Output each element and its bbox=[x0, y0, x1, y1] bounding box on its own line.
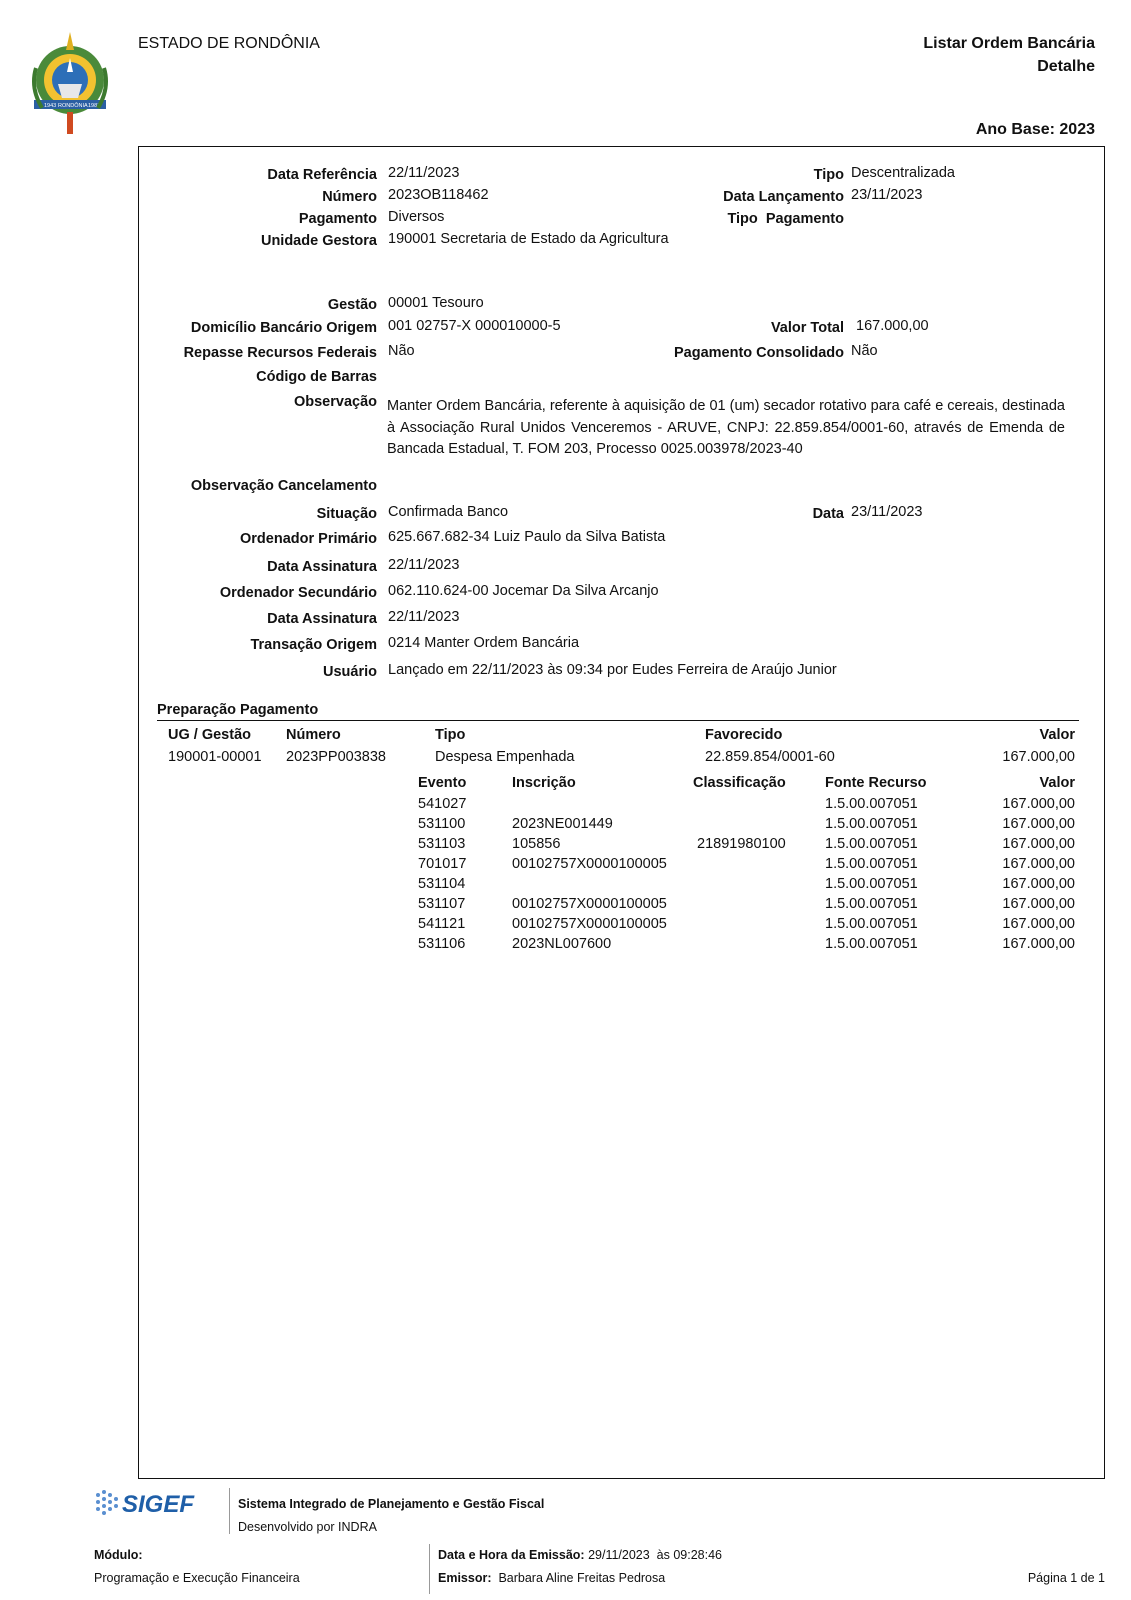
label-observacao: Observação bbox=[293, 394, 377, 410]
event-classificacao: 21891980100 bbox=[697, 836, 786, 852]
label-domicilio: Domicílio Bancário Origem bbox=[190, 320, 377, 336]
event-fonte: 1.5.00.007051 bbox=[825, 836, 918, 852]
label-situacao: Situação bbox=[316, 506, 377, 522]
label-data-assinatura-1: Data Assinatura bbox=[267, 559, 377, 575]
value-pagamento-consolidado: Não bbox=[851, 343, 878, 359]
crest-year-right: 1981 bbox=[88, 103, 101, 109]
value-data-assinatura-1: 22/11/2023 bbox=[388, 557, 460, 573]
label-ordenador-secundario: Ordenador Secundário bbox=[219, 585, 377, 601]
value-numero: 2023OB118462 bbox=[388, 187, 489, 203]
label-unidade-gestora: Unidade Gestora bbox=[260, 233, 377, 249]
value-unidade-gestora: 190001 Secretaria de Estado da Agricultura bbox=[388, 231, 669, 247]
event-evento: 701017 bbox=[418, 856, 467, 872]
label-pagamento-consolidado: Pagamento Consolidado bbox=[674, 345, 844, 361]
year-label: Ano Base: 2023 bbox=[975, 121, 1095, 138]
event-valor: 167.000,00 bbox=[1002, 796, 1075, 812]
value-ordenador-secundario: 062.110.624-00 Jocemar Da Silva Arcanjo bbox=[388, 583, 659, 599]
label-numero: Número bbox=[322, 189, 377, 205]
crest-year-left: 1943 bbox=[44, 103, 57, 109]
event-valor: 167.000,00 bbox=[1002, 856, 1075, 872]
event-evento: 531103 bbox=[418, 836, 466, 852]
event-inscricao: 00102757X0000100005 bbox=[512, 896, 667, 912]
label-pagamento: Pagamento bbox=[298, 211, 377, 227]
event-evento: 541027 bbox=[418, 796, 467, 812]
label-ordenador-primario: Ordenador Primário bbox=[240, 531, 377, 547]
label-gestao: Gestão bbox=[327, 297, 377, 313]
sigef-logo bbox=[94, 1488, 222, 1518]
header-ug: UG / Gestão bbox=[168, 727, 251, 743]
event-valor: 167.000,00 bbox=[1002, 816, 1075, 832]
label-data-lancamento: Data Lançamento bbox=[723, 189, 844, 205]
event-header-classificacao: Classificação bbox=[693, 775, 786, 791]
value-observacao: Manter Ordem Bancária, referente à aquisição de 01 (um) secador rotativo para café e cereais, destinada à Associação Rural Unidos Venceremos - ARUVE, CNPJ: 22.859.854/0001-60, através de Emenda de Bancada Estadual, T. FOM 203, Processo 0025.003978/2023-40 bbox=[387, 398, 1065, 457]
event-valor: 167.000,00 bbox=[1002, 936, 1075, 952]
value-repasse: Não bbox=[388, 343, 415, 359]
crest-ribbon: RONDÔNIA bbox=[58, 103, 88, 109]
label-observacao-cancelamento: Observação Cancelamento bbox=[190, 478, 377, 494]
sigef-logo-text: SIGEF bbox=[122, 1491, 195, 1518]
event-inscricao: 2023NE001449 bbox=[512, 816, 613, 832]
label-data-assinatura-2: Data Assinatura bbox=[267, 611, 377, 627]
state-crest bbox=[28, 28, 112, 138]
label-codigo-barras: Código de Barras bbox=[256, 369, 377, 385]
footer-page-number: Página 1 de 1 bbox=[1027, 1571, 1105, 1585]
event-valor: 167.000,00 bbox=[1002, 876, 1075, 892]
footer-emissao bbox=[438, 1548, 722, 1562]
event-header-valor: Valor bbox=[1039, 775, 1075, 791]
row-valor: 167.000,00 bbox=[1002, 749, 1075, 765]
value-data-assinatura-2: 22/11/2023 bbox=[388, 609, 460, 625]
event-evento: 531107 bbox=[418, 896, 466, 912]
header-numero: Número bbox=[286, 727, 341, 743]
footer-emissao-label: Data e Hora da Emissão: bbox=[438, 1548, 585, 1562]
event-evento: 531104 bbox=[418, 876, 466, 892]
value-domicilio: 001 02757-X 000010000-5 bbox=[388, 318, 561, 334]
row-favorecido: 22.859.854/0001-60 bbox=[705, 749, 835, 765]
event-evento: 541121 bbox=[418, 916, 466, 932]
label-repasse: Repasse Recursos Federais bbox=[183, 345, 377, 361]
crest-icon bbox=[28, 28, 112, 138]
event-fonte: 1.5.00.007051 bbox=[825, 876, 918, 892]
event-fonte: 1.5.00.007051 bbox=[825, 936, 918, 952]
event-inscricao: 2023NL007600 bbox=[512, 936, 612, 952]
value-usuario: Lançado em 22/11/2023 às 09:34 por Eudes Ferreira de Araújo Junior bbox=[388, 662, 837, 678]
event-evento: 531106 bbox=[418, 936, 466, 952]
value-valor-total: 167.000,00 bbox=[856, 318, 929, 334]
event-fonte: 1.5.00.007051 bbox=[825, 896, 918, 912]
label-data: Data bbox=[812, 506, 844, 522]
value-transacao-origem: 0214 Manter Ordem Bancária bbox=[388, 635, 580, 651]
value-situacao: Confirmada Banco bbox=[388, 504, 509, 520]
value-data-referencia: 22/11/2023 bbox=[388, 165, 460, 181]
row-numero: 2023PP003838 bbox=[286, 749, 386, 765]
footer-system-name: Sistema Integrado de Planejamento e Gestão Fiscal bbox=[238, 1497, 545, 1511]
event-valor: 167.000,00 bbox=[1002, 896, 1075, 912]
footer-emissor-value: Barbara Aline Freitas Pedrosa bbox=[498, 1571, 666, 1585]
value-gestao: 00001 Tesouro bbox=[388, 295, 484, 311]
event-inscricao: 105856 bbox=[512, 836, 561, 852]
event-header-inscricao: Inscrição bbox=[512, 775, 576, 791]
footer-emissor bbox=[438, 1571, 665, 1585]
state-name: ESTADO DE RONDÔNIA bbox=[138, 35, 320, 52]
label-valor-total: Valor Total bbox=[770, 320, 844, 336]
header-valor: Valor bbox=[1039, 727, 1075, 743]
label-data-referencia: Data Referência bbox=[267, 167, 377, 183]
event-evento: 531100 bbox=[418, 816, 466, 832]
event-inscricao: 00102757X0000100005 bbox=[512, 856, 667, 872]
event-header-evento: Evento bbox=[418, 775, 467, 791]
report-title: Listar Ordem Bancária bbox=[923, 35, 1095, 52]
row-ug: 190001-00001 bbox=[168, 749, 262, 765]
value-tipo: Descentralizada bbox=[851, 165, 955, 181]
footer-modulo-label: Módulo: bbox=[94, 1548, 143, 1562]
label-transacao-origem: Transação Origem bbox=[250, 637, 377, 653]
event-valor: 167.000,00 bbox=[1002, 916, 1075, 932]
value-data-lancamento: 23/11/2023 bbox=[851, 187, 923, 203]
report-subtitle: Detalhe bbox=[1037, 58, 1095, 75]
event-fonte: 1.5.00.007051 bbox=[825, 916, 918, 932]
header-favorecido: Favorecido bbox=[705, 727, 783, 743]
event-fonte: 1.5.00.007051 bbox=[825, 796, 918, 812]
label-usuario: Usuário bbox=[323, 664, 377, 680]
value-ordenador-primario: 625.667.682-34 Luiz Paulo da Silva Batista bbox=[388, 529, 666, 545]
section-title-preparacao: Preparação Pagamento bbox=[157, 702, 319, 718]
footer-emissor-label: Emissor: bbox=[438, 1571, 492, 1585]
event-fonte: 1.5.00.007051 bbox=[825, 856, 918, 872]
header-tipo: Tipo bbox=[435, 727, 466, 743]
event-valor: 167.000,00 bbox=[1002, 836, 1075, 852]
footer-emissao-value: 29/11/2023 às 09:28:46 bbox=[588, 1548, 722, 1562]
sigef-logo-icon bbox=[94, 1488, 222, 1518]
footer-modulo-value: Programação e Execução Financeira bbox=[94, 1571, 300, 1585]
value-pagamento: Diversos bbox=[388, 209, 445, 225]
row-tipo: Despesa Empenhada bbox=[435, 749, 575, 765]
footer-developer: Desenvolvido por INDRA bbox=[238, 1520, 377, 1534]
label-tipo: Tipo bbox=[813, 167, 844, 183]
event-inscricao: 00102757X0000100005 bbox=[512, 916, 667, 932]
value-data: 23/11/2023 bbox=[851, 504, 923, 520]
label-tipo-pagamento: Tipo Pagamento bbox=[727, 211, 844, 227]
event-header-fonte: Fonte Recurso bbox=[825, 775, 927, 791]
footer-divider-bottom bbox=[429, 1544, 430, 1594]
section-divider bbox=[157, 720, 1079, 721]
event-fonte: 1.5.00.007051 bbox=[825, 816, 918, 832]
footer-divider-top bbox=[229, 1488, 230, 1534]
